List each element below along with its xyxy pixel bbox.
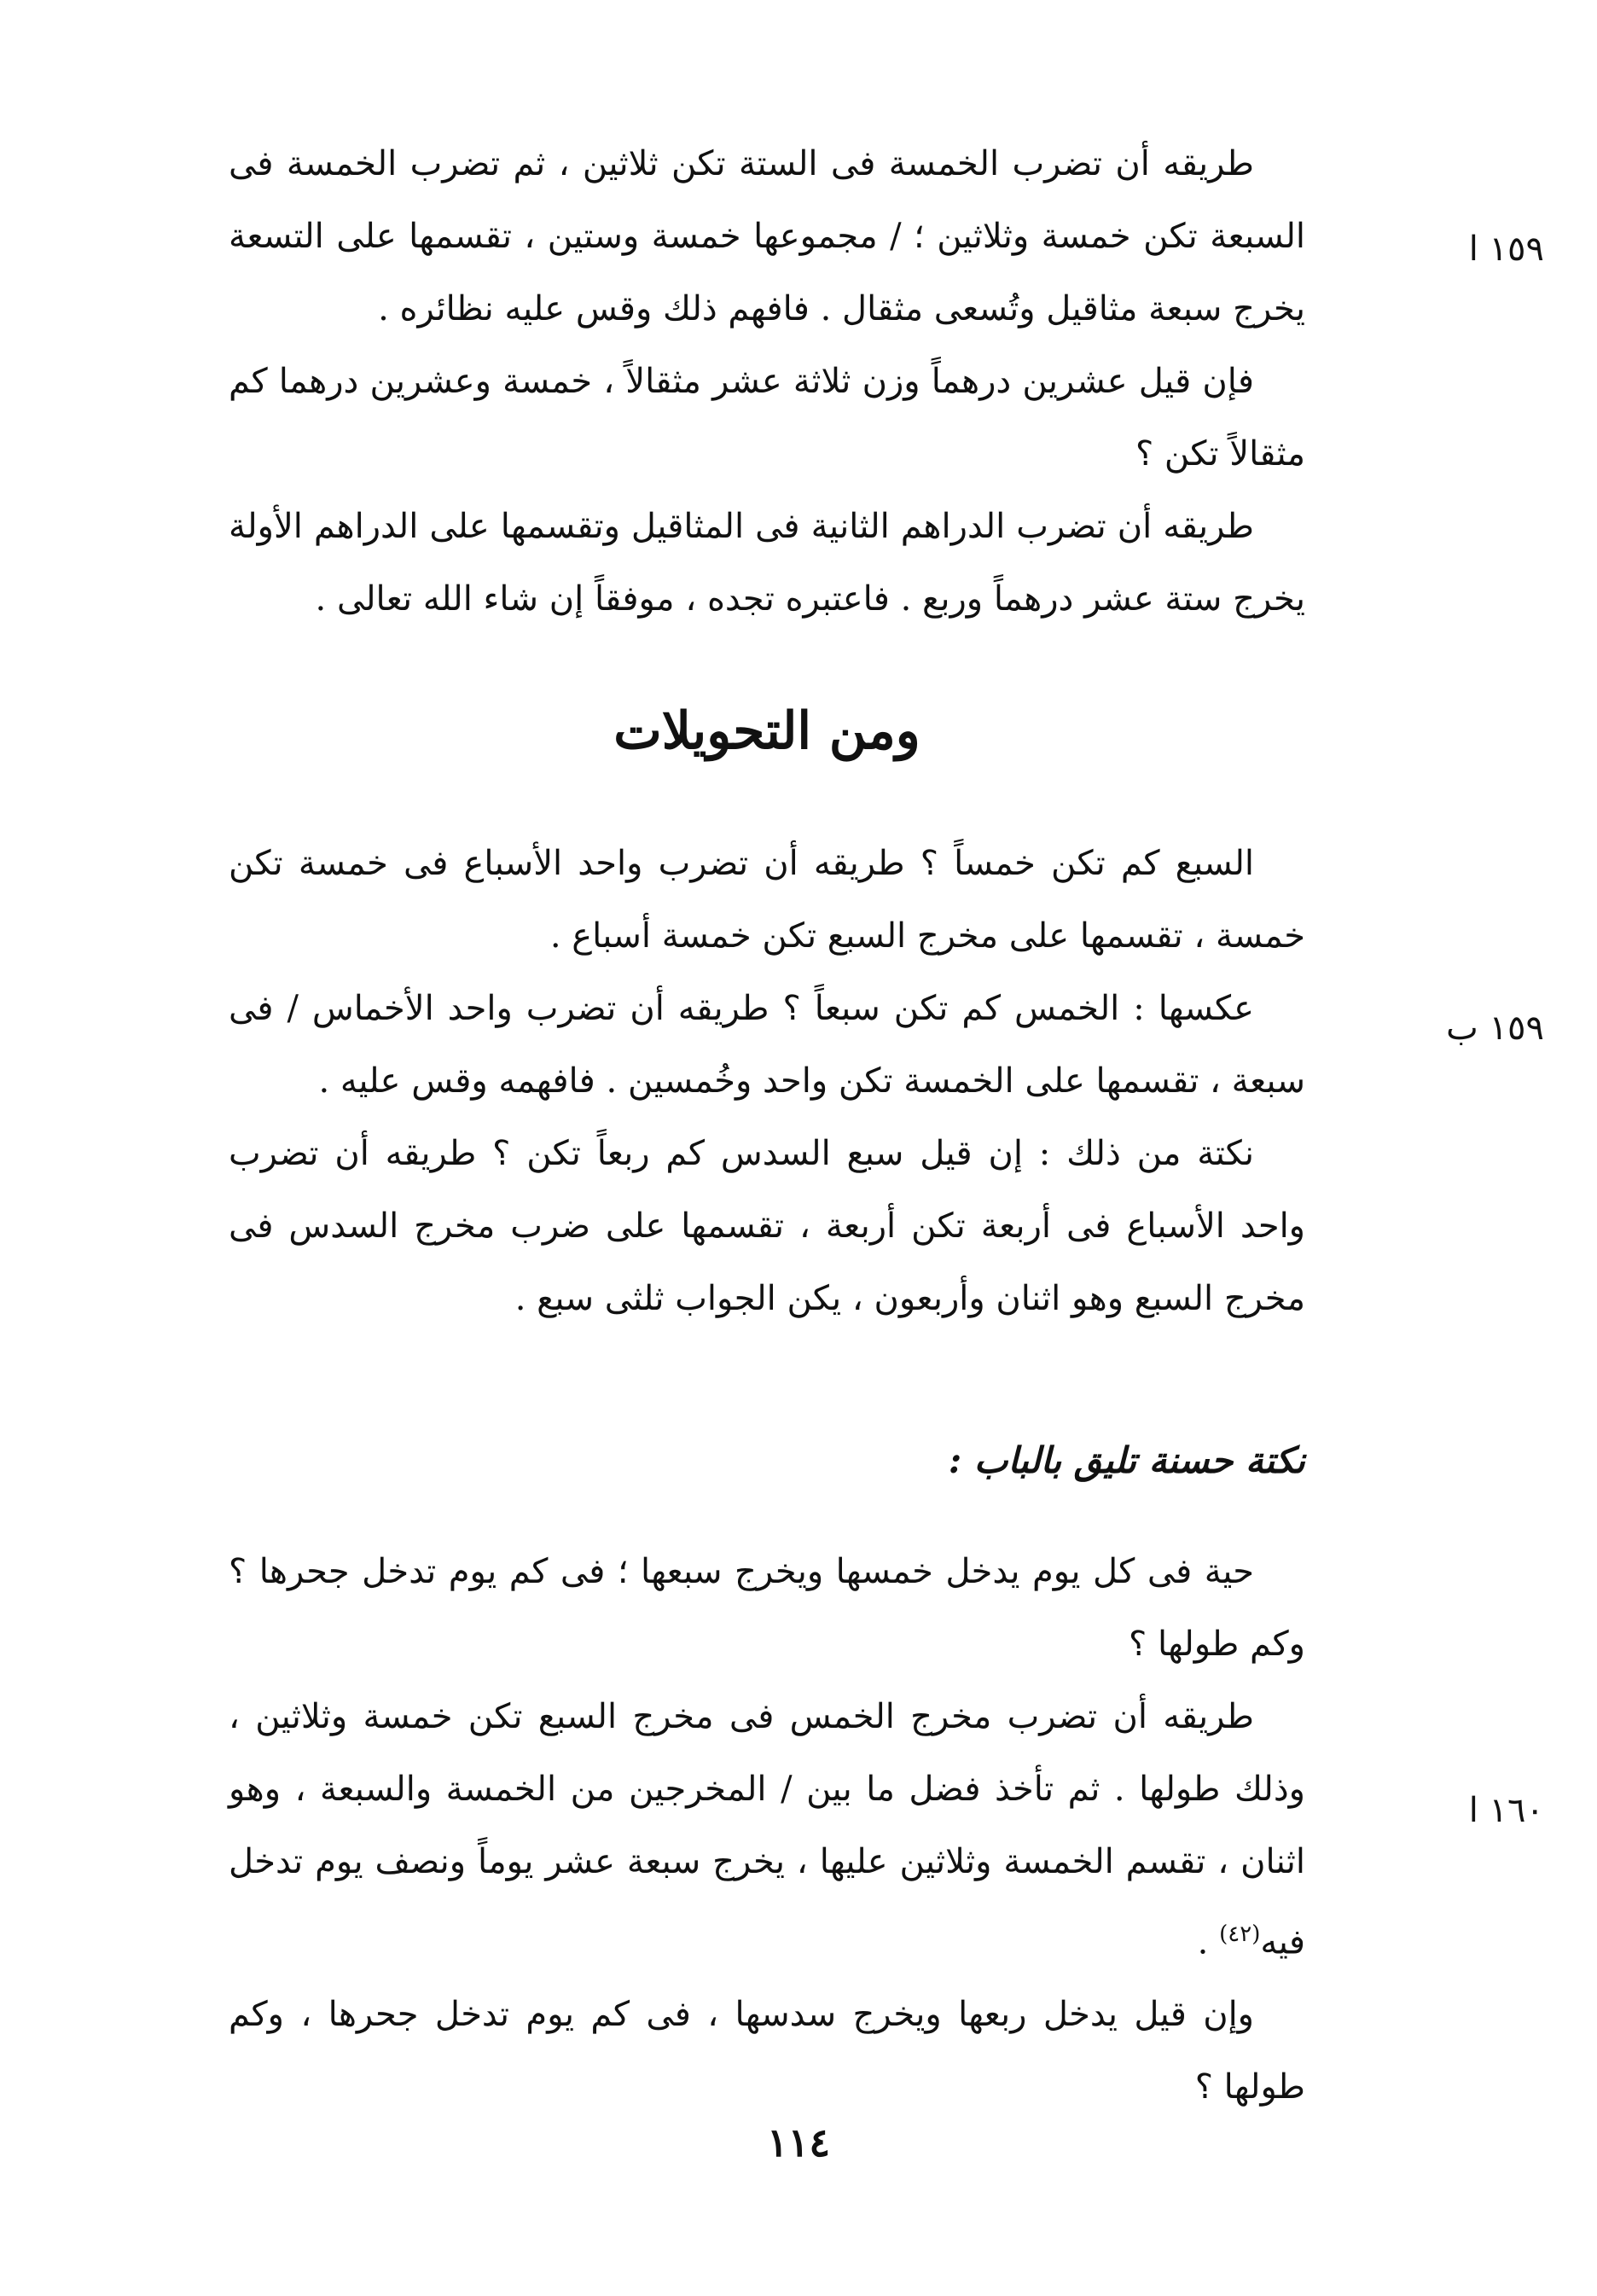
paragraph-8 xyxy=(229,1681,1305,1979)
paragraph-2: فإن قيل عشرين درهماً وزن ثلاثة عشر مثقالاً ، خمسة وعشرين درهما كم مثقالاً تكن ؟ xyxy=(229,362,1305,474)
paragraph-8-end: . xyxy=(1197,1922,1220,1962)
paragraph-7: حية فى كل يوم يدخل خمسها ويخرج سبعها ؛ فى كم يوم تدخل جحرها ؟ وكم طولها ؟ xyxy=(229,1552,1305,1664)
text-block-1 xyxy=(229,128,1305,636)
paragraph-4: السبع كم تكن خمساً ؟ طريقه أن تضرب واحد الأسباع فى خمسة تكن خمسة ، تقسمها على مخرج السبع تكن خمسة أسباع . xyxy=(229,844,1305,956)
margin-folio-159a: ١٥٩ ا xyxy=(1468,230,1544,269)
footnote-reference: (٤٢) xyxy=(1219,1921,1261,1947)
subheading: نكتة حسنة تليق بالباب : xyxy=(948,1439,1305,1481)
section-heading: ومن التحويلات xyxy=(613,701,920,761)
text-block-2 xyxy=(229,828,1305,1335)
margin-folio-159b: ١٥٩ ب xyxy=(1446,1008,1544,1048)
text-block-3 xyxy=(229,1536,1305,2124)
page-number: ١١٤ xyxy=(766,2119,831,2165)
paragraph-5: عكسها : الخمس كم تكن سبعاً ؟ طريقه أن تضرب واحد الأخماس / فى سبعة ، تقسمها على الخمسة تكن واحد وخُمسين . فافهمه وقس عليه . xyxy=(229,989,1305,1101)
margin-folio-160a: ١٦٠ ا xyxy=(1468,1791,1544,1830)
paragraph-9: وإن قيل يدخل ربعها ويخرج سدسها ، فى كم يوم تدخل جحرها ، وكم طولها ؟ xyxy=(229,1995,1305,2107)
paragraph-6: نكتة من ذلك : إن قيل سبع السدس كم ربعاً تكن ؟ طريقه أن تضرب واحد الأسباع فى أربعة تكن أربعة ، تقسمها على ضرب مخرج السدس فى مخرج السبع وهو اثنان وأربعون ، يكن الجواب ثلثى سبع . xyxy=(229,1134,1305,1318)
paragraph-8-text: طريقه أن تضرب مخرج الخمس فى مخرج السبع تكن خمسة وثلاثين ، وذلك طولها . ثم تأخذ فضل ما بين / المخرجين من الخمسة والسبعة ، وهو اثنان ، تقسم الخمسة وثلاثين عليها ، يخرج سبعة عشر يوماً ونصف يوم تدخل فيه xyxy=(229,1697,1305,1962)
paragraph-1: طريقه أن تضرب الخمسة فى الستة تكن ثلاثين ، ثم تضرب الخمسة فى السبعة تكن خمسة وثلاثين ؛ / مجموعها خمسة وستين ، تقسمها على التسعة يخرج سبعة مثاقيل وتُسعى مثقال . فافهم ذلك وقس عليه نظائره . xyxy=(229,144,1305,328)
paragraph-3: طريقه أن تضرب الدراهم الثانية فى المثاقيل وتقسمها على الدراهم الأولة يخرج ستة عشر درهماً وربع . فاعتبره تجده ، موفقاً إن شاء الله تعالى . xyxy=(229,507,1305,619)
